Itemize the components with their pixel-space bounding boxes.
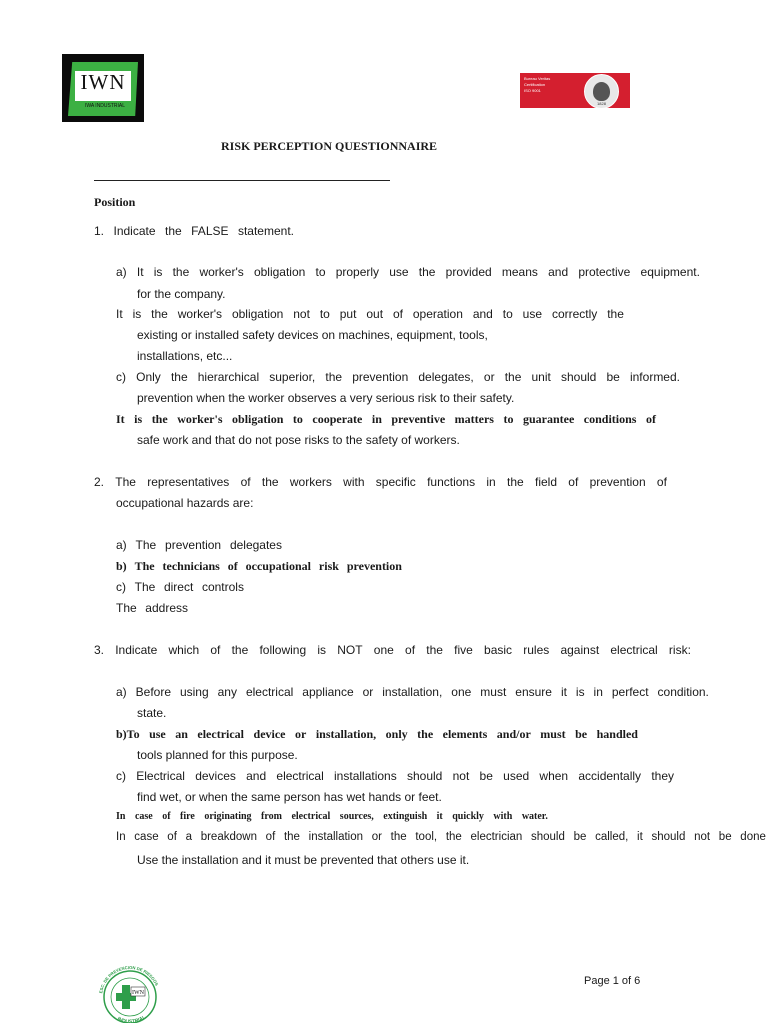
word: must [540, 727, 566, 741]
word: representatives [147, 475, 230, 489]
question-3-option-e-cont: Use the installation and it must be prevented that others use it. [137, 853, 470, 867]
question-3-option-a-cont: state. [137, 706, 167, 720]
word: obligation [232, 412, 284, 426]
word: called, [595, 831, 629, 843]
word: with [343, 475, 365, 489]
word: to [319, 307, 330, 321]
footer-seal-logo [90, 963, 170, 1023]
word: electrical [197, 727, 245, 741]
word: the [172, 265, 190, 279]
question-2-option-a [116, 538, 282, 552]
question-3-option-b-cont: tools planned for this purpose. [137, 748, 298, 762]
word: of [162, 811, 171, 822]
word: the [504, 370, 522, 384]
question-2-prompt [94, 475, 667, 489]
word: breakdown [200, 831, 257, 843]
cert-line: Bureau Veritas [524, 76, 551, 81]
word: of [265, 831, 276, 843]
word: of [240, 475, 251, 489]
word: protective [578, 265, 631, 279]
word: It [136, 265, 144, 279]
word: not [694, 831, 711, 843]
word: technicians [162, 559, 220, 573]
word: Indicate [115, 643, 158, 657]
footer-seal-center: IWN [132, 990, 144, 996]
word: occupational [245, 559, 311, 573]
word: electrical [276, 769, 324, 783]
word: matters [454, 412, 494, 426]
word: The [135, 538, 157, 552]
question-1-option-d-cont: safe work and that do not pose risks to the safety of workers. [137, 433, 460, 447]
word: water. [521, 811, 548, 822]
cert-line: ISO 9001 [524, 88, 541, 93]
word: address [145, 601, 188, 615]
word: should [531, 831, 565, 843]
word: the [164, 224, 182, 238]
word: Indicate [113, 224, 156, 238]
word: should [651, 831, 686, 843]
word: the [390, 831, 407, 843]
question-1-option-b-cont: installations, etc... [137, 349, 233, 363]
word: which [168, 643, 200, 657]
word: prevention [165, 538, 222, 552]
word: Electrical [136, 769, 185, 783]
word: use [389, 265, 409, 279]
word: the [325, 370, 343, 384]
word: In [116, 831, 126, 843]
question-2-option-c [116, 580, 244, 594]
word: or [371, 831, 382, 843]
question-2-option-b [116, 559, 402, 574]
word: the [445, 831, 462, 843]
word: obligation [231, 307, 284, 321]
word: operation [412, 307, 463, 321]
word: equipment. [640, 265, 700, 279]
word: in [593, 685, 603, 699]
word: the [607, 307, 624, 321]
word: Only [136, 370, 161, 384]
word: risk [318, 559, 339, 573]
question-2-option-d [116, 601, 188, 615]
word: workers [289, 475, 332, 489]
word: electrical [291, 811, 331, 822]
word: worker's [199, 265, 244, 279]
word: FALSE [191, 224, 229, 238]
word: using [179, 685, 209, 699]
word: sources, [339, 811, 374, 822]
word: of [645, 412, 656, 426]
word: to [503, 412, 514, 426]
certification-logo [520, 73, 630, 108]
word: delegates [229, 538, 282, 552]
document-title: RISK PERCEPTION QUESTIONNAIRE [221, 139, 438, 153]
word: The [134, 559, 155, 573]
word: prevention [346, 559, 402, 573]
word: rules [523, 643, 550, 657]
question-3-option-a [116, 685, 709, 699]
word: fire [180, 811, 195, 822]
word: to [292, 412, 303, 426]
word: of [656, 475, 667, 489]
word: not [293, 307, 310, 321]
word: five [454, 643, 473, 657]
footer-seal-top-text: ESC. DE PREVENCION DE RIESGOS [98, 964, 160, 994]
page-number: Page 1 of 6 [584, 975, 641, 987]
word: installation, [382, 685, 443, 699]
word: should [406, 769, 443, 783]
question-1-option-c-cont: prevention when the worker observes a very serious risk to their safety. [137, 391, 515, 405]
word: prevention [589, 475, 646, 489]
word: conditions [583, 412, 637, 426]
word: ensure [515, 685, 552, 699]
word: is [153, 265, 163, 279]
word: used [503, 769, 530, 783]
word: b) [116, 559, 127, 573]
question-3-option-c-cont: find wet, or when the same person has wet hands or feet. [137, 790, 442, 804]
word: correctly [551, 307, 598, 321]
word: device [253, 727, 286, 741]
word: preventive [391, 412, 446, 426]
word: the [261, 475, 279, 489]
word: The [115, 475, 136, 489]
word: b)To [116, 727, 140, 741]
word: electrician [470, 831, 523, 843]
word: from [261, 811, 282, 822]
word: worker's [177, 412, 223, 426]
word: of [210, 643, 221, 657]
word: originating [204, 811, 252, 822]
word: basic [484, 643, 513, 657]
word: functions [427, 475, 476, 489]
word: It [116, 412, 125, 426]
position-label: Position [94, 195, 136, 209]
word: risk: [668, 643, 691, 657]
company-logo [62, 54, 144, 122]
word: must [480, 685, 507, 699]
word: extinguish [383, 811, 428, 822]
word: be [606, 370, 620, 384]
word: devices [195, 769, 236, 783]
word: specific [375, 475, 416, 489]
word: the [151, 307, 168, 321]
word: properly [335, 265, 380, 279]
word: against [560, 643, 600, 657]
word: a) [116, 538, 127, 552]
word: put [339, 307, 357, 321]
word: direct [163, 580, 194, 594]
word: elements [442, 727, 488, 741]
word: prevention [352, 370, 409, 384]
word: statement. [237, 224, 294, 238]
word: not [452, 769, 470, 783]
word: to [315, 265, 326, 279]
word: and/or [496, 727, 531, 741]
word: electrical [610, 643, 658, 657]
word: It [116, 307, 123, 321]
word: when [539, 769, 569, 783]
word: the [426, 643, 443, 657]
word: it [637, 831, 643, 843]
word: it [560, 685, 567, 699]
word: installations [334, 769, 397, 783]
word: In [116, 811, 126, 822]
word: condition. [657, 685, 709, 699]
word: c) [116, 580, 126, 594]
word: c) [116, 370, 126, 384]
question-3-option-c [116, 769, 674, 783]
word: of [392, 307, 403, 321]
word: or [295, 727, 307, 741]
question-3-option-d [116, 811, 548, 822]
question-1-prompt [94, 224, 294, 238]
word: quickly [452, 811, 484, 822]
word: informed. [629, 370, 680, 384]
word: is [134, 412, 143, 426]
cert-line: Certification [524, 82, 546, 87]
word: following [259, 643, 307, 657]
word: perfect [611, 685, 649, 699]
word: provided [445, 265, 492, 279]
question-3-option-b [116, 727, 638, 742]
word: of [227, 559, 238, 573]
word: an [175, 727, 188, 741]
footer-seal-bottom-text: INDUSTRIAL [116, 1014, 147, 1023]
word: tool, [415, 831, 438, 843]
word: electrical [245, 685, 294, 699]
word: and [548, 265, 569, 279]
question-3-prompt [94, 643, 691, 657]
word: of [167, 831, 177, 843]
word: case [134, 811, 153, 822]
word: use [522, 307, 543, 321]
word: the [507, 475, 524, 489]
word: hierarchical [197, 370, 260, 384]
word: in [486, 475, 496, 489]
word: they [651, 769, 674, 783]
question-1-option-b-cont: existing or installed safety devices on machines, equipment, tools, [137, 328, 488, 342]
word: Before [135, 685, 171, 699]
word: only [385, 727, 408, 741]
word: field [534, 475, 557, 489]
word: to [502, 307, 513, 321]
word: delegates, [418, 370, 474, 384]
cert-seal-icon [584, 74, 619, 109]
name-blank-line [94, 180, 390, 181]
question-1-option-b [116, 307, 624, 321]
word: and [246, 769, 267, 783]
word: should [560, 370, 597, 384]
word: of [568, 475, 579, 489]
cert-year: 1828 [597, 101, 606, 106]
question-1-option-d [116, 412, 656, 427]
question-1-option-a-cont: for the company. [137, 287, 226, 301]
word: The [116, 601, 137, 615]
word: one [451, 685, 472, 699]
word: any [217, 685, 237, 699]
question-1-option-c [116, 370, 680, 384]
word: is [575, 685, 585, 699]
word: a) [116, 685, 127, 699]
word: cooperate [312, 412, 363, 426]
word: is [317, 643, 327, 657]
word: in [371, 412, 382, 426]
word: means [501, 265, 538, 279]
word: the [170, 370, 188, 384]
word: is [132, 307, 142, 321]
word: be [718, 831, 732, 843]
word: accidentally [578, 769, 642, 783]
word: installation [308, 831, 364, 843]
word: 2. [94, 475, 105, 489]
logo-text: IWN [80, 70, 126, 94]
word: NOT [337, 643, 363, 657]
word: the [231, 643, 249, 657]
word: installation, [315, 727, 377, 741]
word: a) [116, 265, 127, 279]
word: with [493, 811, 513, 822]
word: or [483, 370, 495, 384]
word: appliance [302, 685, 354, 699]
word: a [185, 831, 192, 843]
word: c) [116, 769, 126, 783]
logo-subtext: IWA INDUSTRIAL [84, 103, 126, 109]
word: done [740, 831, 766, 843]
word: The [134, 580, 156, 594]
word: 3. [94, 643, 105, 657]
word: of [405, 643, 416, 657]
word: case [134, 831, 159, 843]
word: the [418, 265, 436, 279]
question-2-prompt-cont: occupational hazards are: [116, 496, 254, 510]
word: be [479, 769, 493, 783]
word: be [575, 727, 588, 741]
word: the [417, 727, 434, 741]
word: be [573, 831, 587, 843]
word: one [373, 643, 394, 657]
word: handled [596, 727, 638, 741]
word: worker's [177, 307, 223, 321]
word: unit [531, 370, 551, 384]
word: controls [201, 580, 244, 594]
word: obligation [253, 265, 306, 279]
word: 1. [94, 224, 105, 238]
word: use [149, 727, 166, 741]
word: it [436, 811, 443, 822]
question-1-option-a [116, 265, 700, 279]
word: or [362, 685, 374, 699]
question-3-option-e [116, 831, 766, 843]
word: the [283, 831, 300, 843]
word: guarantee [522, 412, 575, 426]
word: superior, [269, 370, 316, 384]
word: and [472, 307, 493, 321]
word: out [366, 307, 384, 321]
word: the [151, 412, 168, 426]
